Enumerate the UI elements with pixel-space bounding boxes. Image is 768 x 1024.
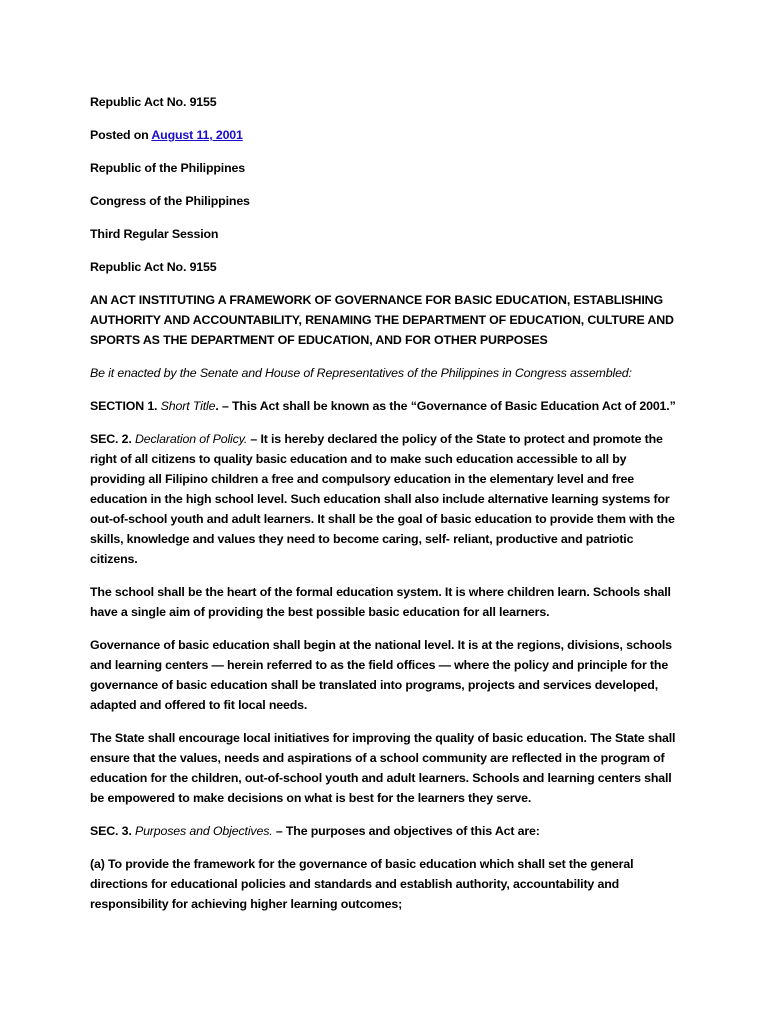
section-2-heading: Declaration of Policy. — [134, 432, 248, 446]
enacting-clause: Be it enacted by the Senate and House of Representatives of the Philippines in Congress assembled: — [90, 366, 632, 380]
posted-prefix: Posted on — [90, 128, 152, 142]
section-3-item-a: (a) To provide the framework for the governance of basic education which shall set the general directions for educational policies and standards and establish authority, accountability and responsibility for achieving higher learning outcomes; — [90, 857, 634, 911]
session-line: Third Regular Session — [90, 227, 219, 241]
section-1-text: . – This Act shall be known as the “Governance of Basic Education Act of 2001.” — [215, 399, 676, 413]
section-2 — [90, 429, 680, 569]
section-3-heading: Purposes and Objectives. — [134, 824, 273, 838]
section-3 — [90, 821, 680, 841]
posted-date-link[interactable]: August 11, 2001 — [151, 128, 243, 142]
act-number: Republic Act No. 9155 — [90, 95, 217, 109]
section-2-para-3: Governance of basic education shall begin at the national level. It is at the regions, divisions, schools and learning centers — herein referred to as the field offices — where the policy and principle for the governance of basic education shall be translated into programs, projects and services developed, adapted and offered to fit local needs. — [90, 638, 672, 712]
document-page — [90, 92, 680, 927]
section-1-heading: Short Title — [160, 399, 216, 413]
section-3-text: – The purposes and objectives of this Act are: — [272, 824, 540, 838]
section-1 — [90, 396, 680, 416]
congress-line: Congress of the Philippines — [90, 194, 250, 208]
section-2-para-2: The school shall be the heart of the formal education system. It is where children learn. Schools shall have a single aim of providing the best possible basic education for all learners. — [90, 585, 671, 619]
section-3-label: SEC. 3. — [90, 824, 135, 838]
act-number-repeat: Republic Act No. 9155 — [90, 260, 217, 274]
act-title: AN ACT INSTITUTING A FRAMEWORK OF GOVERNANCE FOR BASIC EDUCATION, ESTABLISHING AUTHORITY AND ACCOUNTABILITY, RENAMING THE DEPARTMENT OF EDUCATION, CULTURE AND SPORTS AS THE DEPARTMENT OF EDUCATION, AND FOR OTHER PURPOSES — [90, 293, 674, 347]
section-2-text: – It is hereby declared the policy of the State to protect and promote the right of all citizens to quality basic education and to make such education accessible to all by providing all Filipino children a free and compulsory education in the elementary level and free education in the high school level. Such education shall also include alternative learning systems for out-of-school youth and adult learners. It shall be the goal of basic education to provide them with the skills, knowledge and values they need to become caring, self- reliant, productive and patriotic citizens. — [90, 432, 675, 566]
section-2-label: SEC. 2. — [90, 432, 135, 446]
section-2-para-4: The State shall encourage local initiatives for improving the quality of basic education. The State shall ensure that the values, needs and aspirations of a school community are reflected in the program of education for the children, out-of-school youth and adult learners. Schools and learning centers shall be empowered to make decisions on what is best for the learners they serve. — [90, 731, 676, 805]
section-1-label: SECTION 1. — [90, 399, 161, 413]
posted-line — [90, 125, 680, 145]
republic-line: Republic of the Philippines — [90, 161, 245, 175]
